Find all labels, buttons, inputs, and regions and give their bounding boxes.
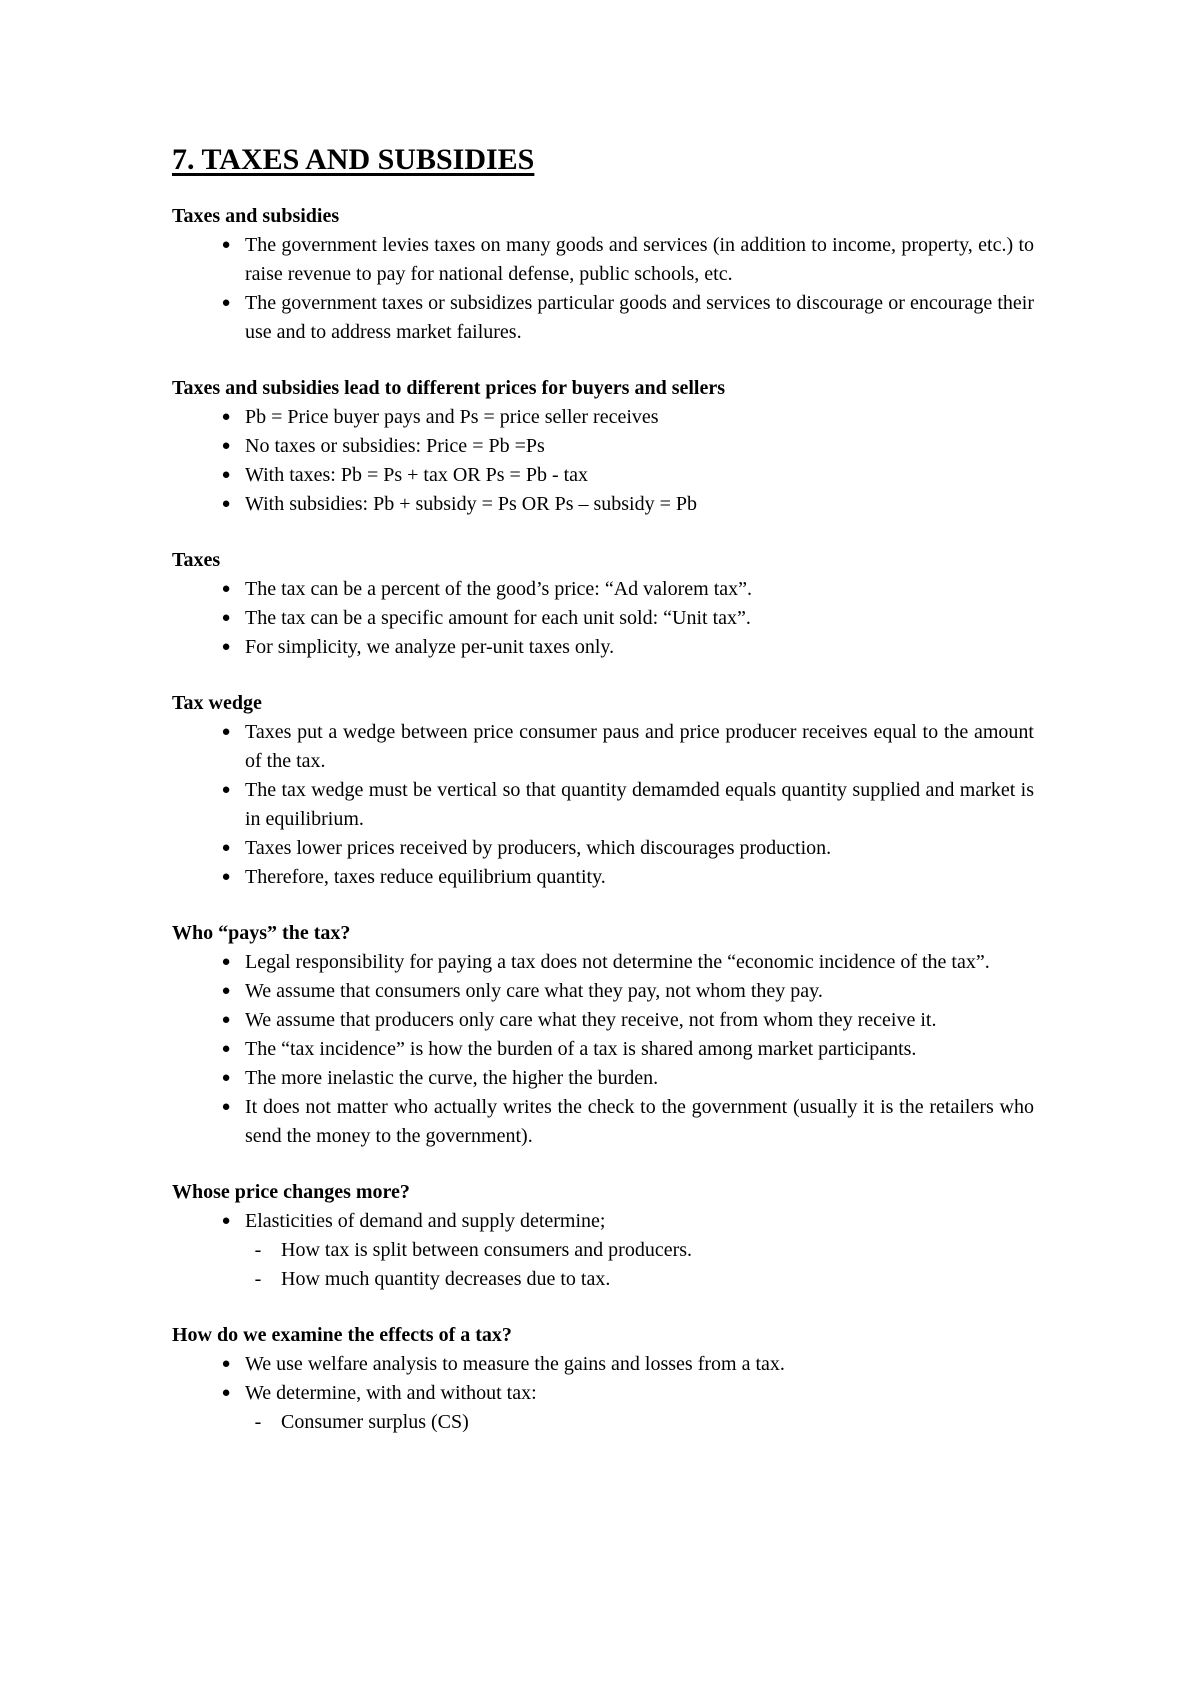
dash-list [172, 1236, 1034, 1294]
list-item-text: With taxes: Pb = Ps + tax OR Ps = Pb - tax [245, 464, 589, 486]
dash-icon: - [254, 1239, 262, 1261]
list-item-text: We use welfare analysis to measure the gains and losses from a tax. [245, 1353, 785, 1375]
list-item [172, 403, 1034, 432]
list-item [172, 776, 1034, 834]
bullet-icon: ● [221, 1213, 231, 1229]
dash-list [172, 1408, 1034, 1437]
bullet-list [172, 1350, 1034, 1408]
list-item [172, 1350, 1034, 1379]
bullet-icon: ● [221, 581, 231, 597]
section-heading: Taxes and subsidies [172, 205, 340, 227]
list-item-text: No taxes or subsidies: Price = Pb =Ps [245, 435, 545, 457]
sub-list-item-text: How tax is split between consumers and producers. [281, 1239, 693, 1261]
list-item [172, 289, 1034, 347]
bullet-icon: ● [221, 610, 231, 626]
bullet-icon: ● [221, 840, 231, 856]
bullet-icon: ● [221, 496, 231, 512]
list-item [172, 1064, 1034, 1093]
section-heading: Taxes [172, 549, 221, 571]
bullet-icon: ● [221, 237, 231, 253]
dash-icon: - [254, 1268, 262, 1290]
bullet-icon: ● [221, 1099, 231, 1115]
section-taxes [172, 546, 1034, 662]
section-taxes-and-subsidies [172, 202, 1034, 347]
list-item-text: The government levies taxes on many goods and services (in addition to income, property, etc.) to raise revenue to pay for national defense, public schools, etc. [245, 234, 1034, 285]
list-item [172, 718, 1034, 776]
list-item [172, 1207, 1034, 1236]
list-item-text: We assume that consumers only care what they pay, not whom they pay. [245, 980, 823, 1002]
bullet-icon: ● [221, 1012, 231, 1028]
sub-list-item-text: How much quantity decreases due to tax. [281, 1268, 611, 1290]
section-heading: Whose price changes more? [172, 1181, 410, 1203]
bullet-icon: ● [221, 724, 231, 740]
bullet-icon: ● [221, 639, 231, 655]
list-item-text: For simplicity, we analyze per-unit taxes only. [245, 636, 615, 658]
sub-list-item [172, 1265, 1034, 1294]
list-item-text: The tax can be a percent of the good’s price: “Ad valorem tax”. [245, 578, 753, 600]
document-title: 7. TAXES AND SUBSIDIES [172, 143, 535, 176]
bullet-list [172, 718, 1034, 892]
list-item [172, 1006, 1034, 1035]
list-item-text: Taxes lower prices received by producers, which discourages production. [245, 837, 832, 859]
bullet-icon: ● [221, 438, 231, 454]
list-item [172, 231, 1034, 289]
list-item [172, 490, 1034, 519]
list-item [172, 1379, 1034, 1408]
section-examine-effects [172, 1321, 1034, 1437]
list-item-text: Legal responsibility for paying a tax does not determine the “economic incidence of the tax”. [245, 951, 990, 973]
list-item [172, 633, 1034, 662]
bullet-list [172, 1207, 1034, 1236]
list-item-text: We determine, with and without tax: [245, 1382, 537, 1404]
list-item [172, 977, 1034, 1006]
bullet-list [172, 575, 1034, 662]
section-heading: Tax wedge [172, 692, 262, 714]
sub-list-item [172, 1408, 1034, 1437]
section-whose-price-changes [172, 1178, 1034, 1294]
bullet-icon: ● [221, 869, 231, 885]
sub-list-item-text: Consumer surplus (CS) [281, 1411, 469, 1433]
list-item [172, 863, 1034, 892]
bullet-list [172, 403, 1034, 519]
section-different-prices [172, 374, 1034, 519]
bullet-icon: ● [221, 467, 231, 483]
list-item-text: The tax wedge must be vertical so that quantity demamded equals quantity supplied and market is in equilibrium. [245, 779, 1034, 830]
list-item [172, 461, 1034, 490]
list-item [172, 575, 1034, 604]
list-item [172, 1035, 1034, 1064]
bullet-icon: ● [221, 983, 231, 999]
bullet-icon: ● [221, 1070, 231, 1086]
bullet-icon: ● [221, 1385, 231, 1401]
section-heading: Taxes and subsidies lead to different prices for buyers and sellers [172, 377, 725, 399]
list-item [172, 834, 1034, 863]
list-item-text: Therefore, taxes reduce equilibrium quantity. [245, 866, 606, 888]
list-item [172, 432, 1034, 461]
list-item-text: With subsidies: Pb + subsidy = Ps OR Ps – subsidy = Pb [245, 493, 698, 515]
section-who-pays [172, 919, 1034, 1151]
bullet-icon: ● [221, 1041, 231, 1057]
section-heading: How do we examine the effects of a tax? [172, 1324, 512, 1346]
list-item-text: Taxes put a wedge between price consumer paus and price producer receives equal to the amount of the tax. [245, 721, 1034, 772]
bullet-list [172, 231, 1034, 347]
list-item-text: We assume that producers only care what they receive, not from whom they receive it. [245, 1009, 937, 1031]
section-heading: Who “pays” the tax? [172, 922, 351, 944]
list-item [172, 1093, 1034, 1151]
list-item [172, 604, 1034, 633]
list-item-text: The more inelastic the curve, the higher the burden. [245, 1067, 659, 1089]
list-item-text: The government taxes or subsidizes particular goods and services to discourage or encourage their use and to address market failures. [245, 292, 1034, 343]
bullet-icon: ● [221, 954, 231, 970]
bullet-list [172, 948, 1034, 1151]
list-item-text: Pb = Price buyer pays and Ps = price seller receives [245, 406, 659, 428]
dash-icon: - [254, 1411, 262, 1433]
list-item-text: It does not matter who actually writes the check to the government (usually it is the retailers who send the money to the government). [245, 1096, 1034, 1147]
bullet-icon: ● [221, 295, 231, 311]
list-item [172, 948, 1034, 977]
bullet-icon: ● [221, 1356, 231, 1372]
list-item-text: Elasticities of demand and supply determine; [245, 1210, 606, 1232]
sub-list-item [172, 1236, 1034, 1265]
bullet-icon: ● [221, 409, 231, 425]
list-item-text: The tax can be a specific amount for each unit sold: “Unit tax”. [245, 607, 751, 629]
list-item-text: The “tax incidence” is how the burden of a tax is shared among market participants. [245, 1038, 917, 1060]
section-tax-wedge [172, 689, 1034, 892]
bullet-icon: ● [221, 782, 231, 798]
document-page [172, 140, 1034, 1464]
